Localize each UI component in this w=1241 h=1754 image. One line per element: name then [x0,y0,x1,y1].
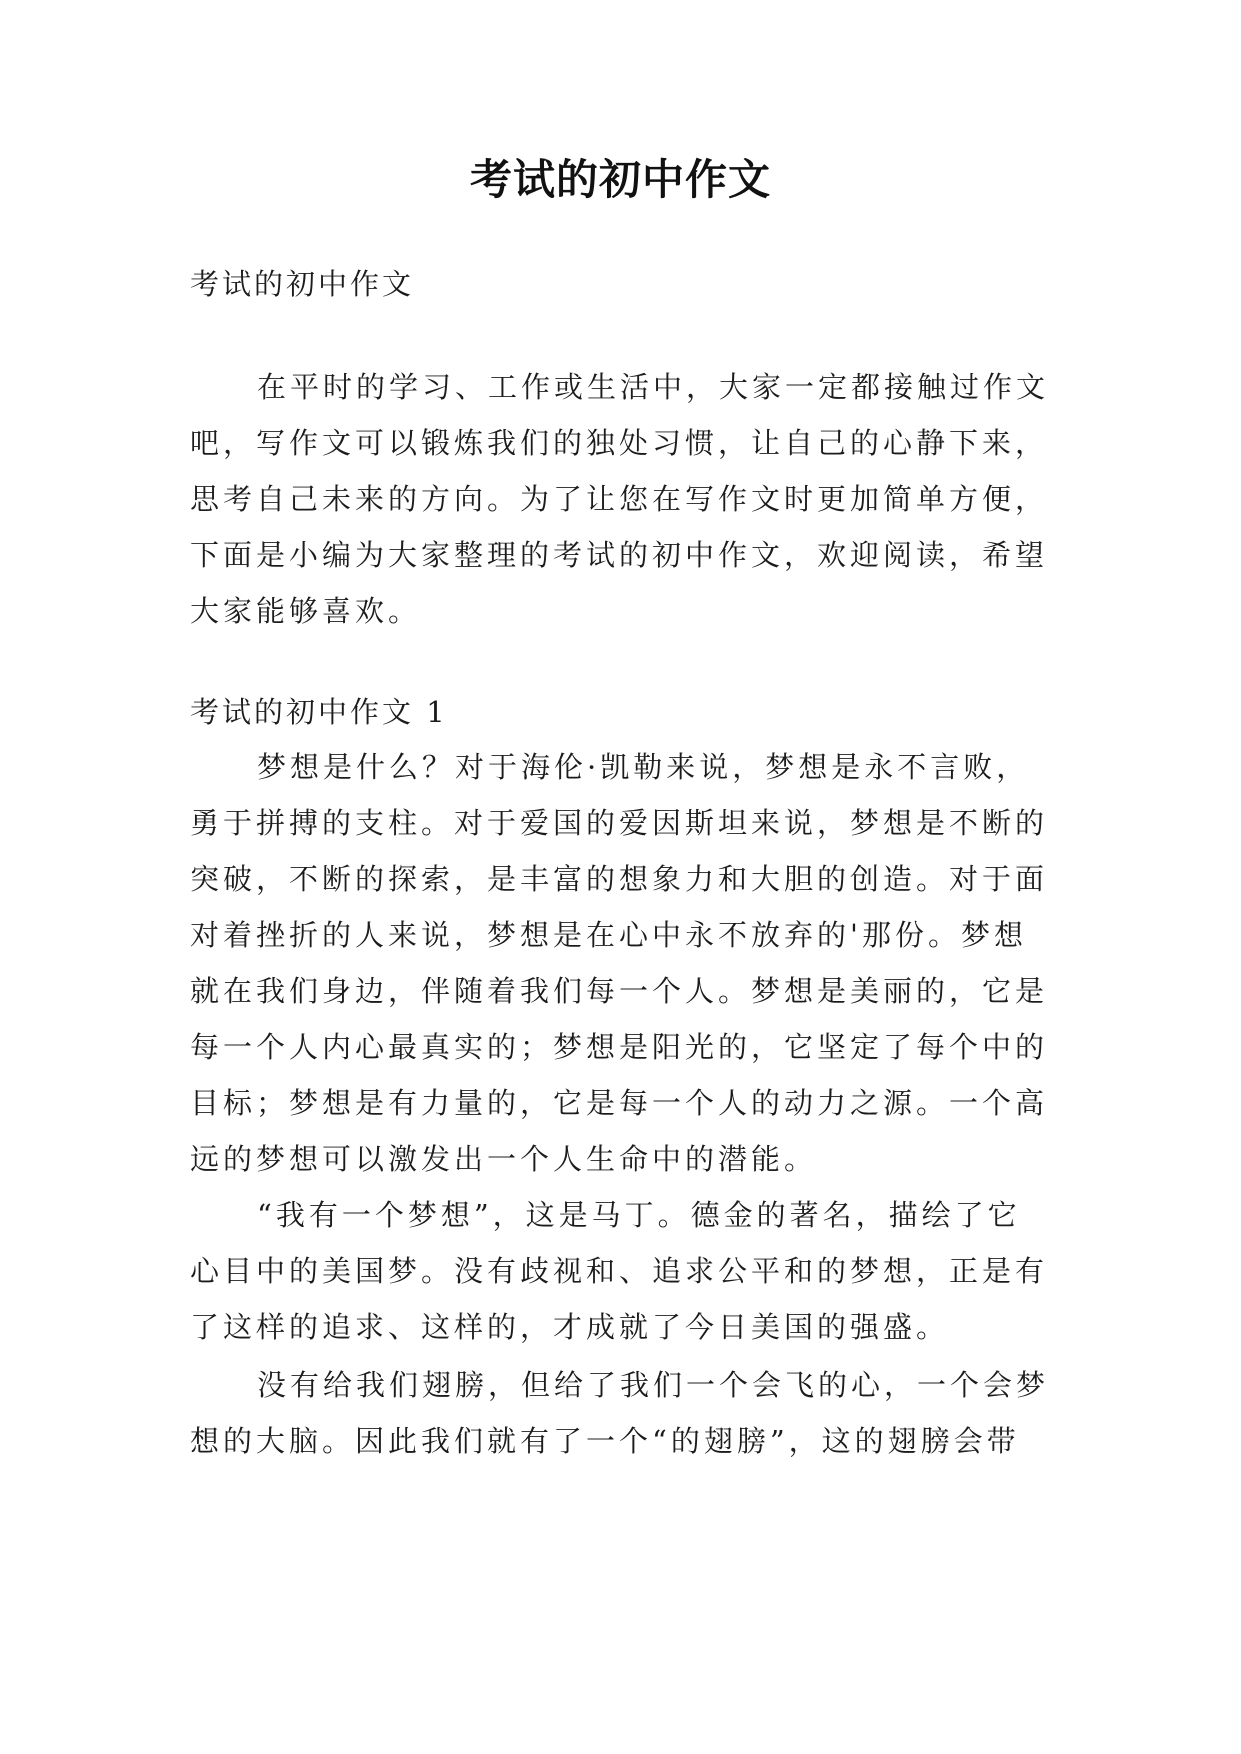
body-line: 就在我们身边，伴随着我们每一个人。梦想是美丽的，它是 [190,974,1049,1008]
body-line: 想的大脑。因此我们就有了一个“的翅膀”，这的翅膀会带 [190,1424,1020,1458]
document-subtitle: 考试的初中作文 [190,267,415,301]
intro-line: 在平时的学习、工作或生活中，大家一定都接触过作文 [257,370,1050,404]
document-title: 考试的初中作文 [469,155,771,204]
section-heading: 考试的初中作文 1 [190,695,448,729]
body-line: 勇于拼搏的支柱。对于爱国的爱因斯坦来说，梦想是不断的 [190,806,1049,840]
body-line: 突破，不断的探索，是丰富的想象力和大胆的创造。对于面 [190,862,1049,896]
intro-line: 思考自己未来的方向。为了让您在写作文时更加简单方便， [190,482,1049,516]
body-line: 梦想是什么？对于海伦·凯勒来说，梦想是永不言败， [257,750,1030,784]
body-line: 没有给我们翅膀，但给了我们一个会飞的心，一个会梦 [257,1368,1050,1402]
body-line: 对着挫折的人来说，梦想是在心中永不放弃的'那份。梦想 [190,918,1027,952]
body-line: 目标；梦想是有力量的，它是每一个人的动力之源。一个高 [190,1086,1049,1120]
intro-line: 大家能够喜欢。 [190,594,422,628]
body-line: “我有一个梦想”，这是马丁。德金的著名，描绘了它 [257,1198,1021,1232]
body-line: 心目中的美国梦。没有歧视和、追求公平和的梦想，正是有 [190,1254,1049,1288]
body-line: 远的梦想可以激发出一个人生命中的潜能。 [190,1142,818,1176]
body-line: 了这样的追求、这样的，才成就了今日美国的强盛。 [190,1310,950,1344]
intro-line: 下面是小编为大家整理的考试的初中作文，欢迎阅读，希望 [190,538,1049,572]
body-line: 每一个人内心最真实的；梦想是阳光的，它坚定了每个中的 [190,1030,1049,1064]
intro-line: 吧，写作文可以锻炼我们的独处习惯，让自己的心静下来， [190,426,1049,460]
